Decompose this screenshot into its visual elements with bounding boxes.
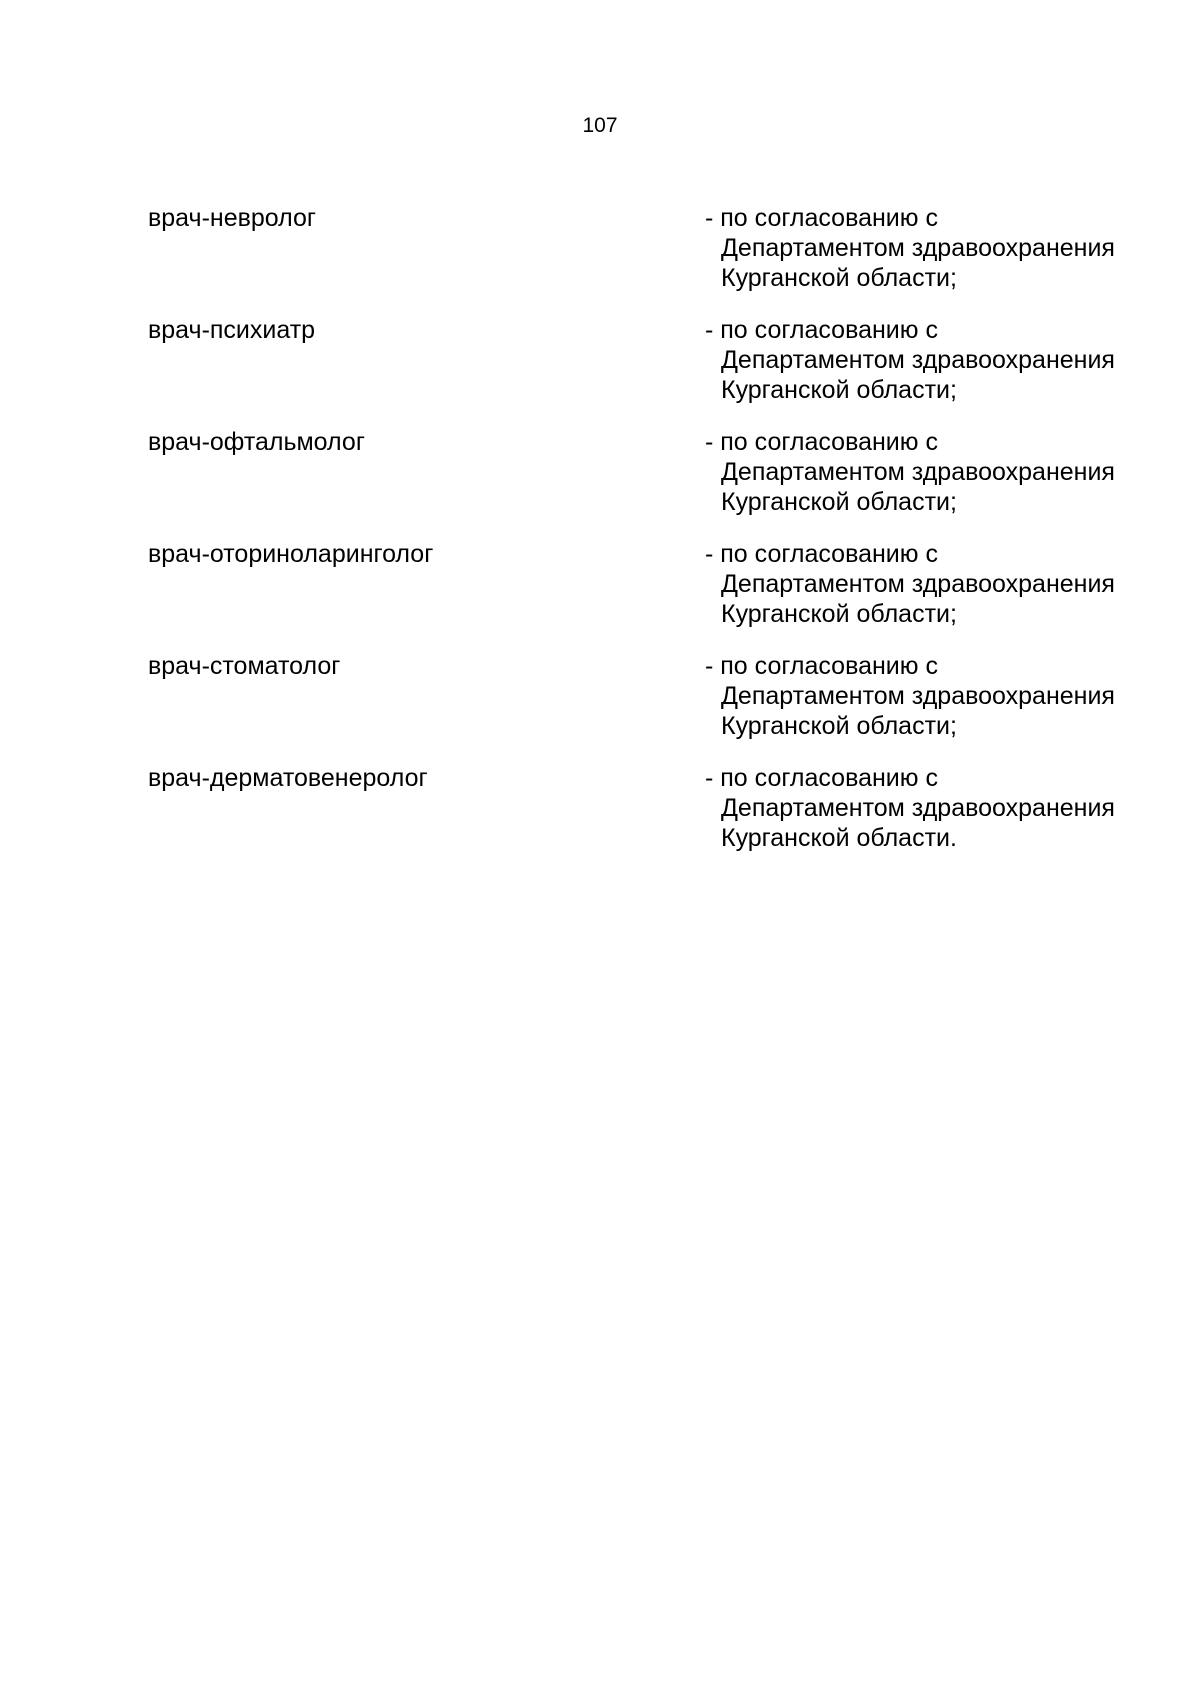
entry-note — [705, 651, 1165, 741]
note-line: Курганской области; — [721, 712, 957, 740]
list-item — [0, 539, 1200, 651]
note-line: - по согласованию с — [705, 316, 938, 344]
list-item — [0, 763, 1200, 875]
note-line: Курганской области; — [721, 600, 957, 628]
note-line: - по согласованию с — [705, 764, 938, 792]
note-line: - по согласованию с — [705, 652, 938, 680]
entry-role: врач-оториноларинголог — [148, 540, 434, 568]
note-line: - по согласованию с — [705, 540, 938, 568]
note-line: Курганской области; — [721, 488, 957, 516]
entry-note — [705, 539, 1165, 629]
note-line: - по согласованию с — [705, 428, 938, 456]
list-item — [0, 203, 1200, 315]
note-line: Департаментом здравоохранения — [721, 458, 1115, 486]
entries-list — [0, 203, 1200, 875]
note-line: Курганской области; — [721, 376, 957, 404]
note-line: - по согласованию с — [705, 204, 938, 232]
entry-role: врач-невролог — [148, 204, 317, 232]
entry-role: врач-дерматовенеролог — [148, 764, 428, 792]
entry-role: врач-психиатр — [148, 316, 316, 344]
note-line: Департаментом здравоохранения — [721, 682, 1115, 710]
entry-note — [705, 763, 1165, 853]
list-item — [0, 651, 1200, 763]
note-line: Департаментом здравоохранения — [721, 234, 1115, 262]
page-number: 107 — [582, 114, 618, 137]
entry-note — [705, 203, 1165, 293]
entry-role: врач-стоматолог — [148, 652, 341, 680]
list-item — [0, 315, 1200, 427]
note-line: Департаментом здравоохранения — [721, 794, 1115, 822]
entry-note — [705, 427, 1165, 517]
entry-note — [705, 315, 1165, 405]
note-line: Департаментом здравоохранения — [721, 346, 1115, 374]
list-item — [0, 427, 1200, 539]
note-line: Департаментом здравоохранения — [721, 570, 1115, 598]
entry-role: врач-офтальмолог — [148, 428, 365, 456]
note-line: Курганской области. — [721, 824, 957, 852]
note-line: Курганской области; — [721, 264, 957, 292]
